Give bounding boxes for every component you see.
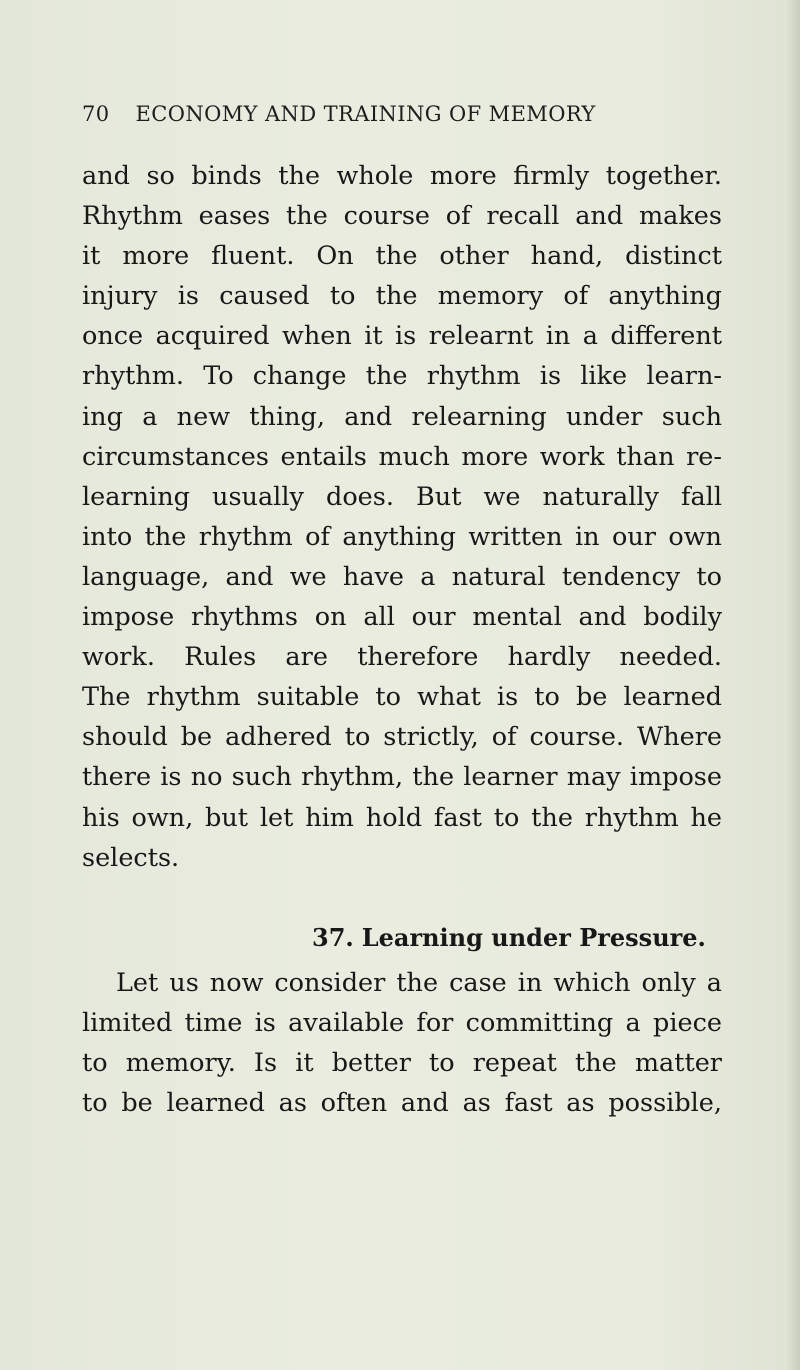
text-line: should be adhered to strictly, of course. Where (82, 722, 722, 753)
text-line: Rhythm eases the course of recall and makes (82, 201, 722, 232)
text-line: language, and we have a natural tendency to (82, 561, 722, 592)
paragraph-2 (82, 963, 722, 1123)
running-head (82, 102, 722, 126)
text-line: ing a new thing, and relearning under such (82, 401, 722, 432)
text-line: to memory. Is it better to repeat the matter (82, 1047, 722, 1078)
running-title: ECONOMY AND TRAINING OF MEMORY (135, 102, 596, 126)
section-title: Learning under Pressure. (361, 922, 706, 952)
text-line: Let us now consider the case in which only a (116, 967, 722, 998)
text-line: into the rhythm of anything written in our own (82, 521, 722, 552)
text-line: his own, but let him hold fast to the rhythm he (82, 802, 722, 833)
page-number: 70 (82, 102, 110, 126)
text-line: The rhythm suitable to what is to be learned (82, 682, 722, 713)
text-line: limited time is available for committing a piece (82, 1007, 722, 1038)
text-line: selects. (82, 842, 180, 873)
section-number: 37. (312, 922, 354, 952)
body-text (82, 156, 722, 1123)
page-edge-shadow (786, 0, 800, 1370)
text-line: impose rhythms on all our mental and bodily (82, 602, 722, 633)
text-line: and so binds the whole more firmly together. (82, 161, 722, 191)
text-line: circumstances entails much more work than re- (82, 441, 722, 472)
text-line: injury is caused to the memory of anything (82, 281, 722, 312)
text-line: there is no such rhythm, the learner may impose (82, 762, 722, 793)
text-line: it more fluent. On the other hand, distinct (82, 241, 722, 272)
text-line: once acquired when it is relearnt in a different (82, 321, 722, 352)
paragraph-1 (82, 156, 722, 878)
text-line: rhythm. To change the rhythm is like learn- (82, 361, 722, 392)
text-line: learning usually does. But we naturally fall (82, 481, 722, 512)
text-line: to be learned as often and as fast as possible, (82, 1087, 722, 1118)
text-line: work. Rules are therefore hardly needed. (82, 642, 722, 673)
section-heading (82, 923, 722, 953)
